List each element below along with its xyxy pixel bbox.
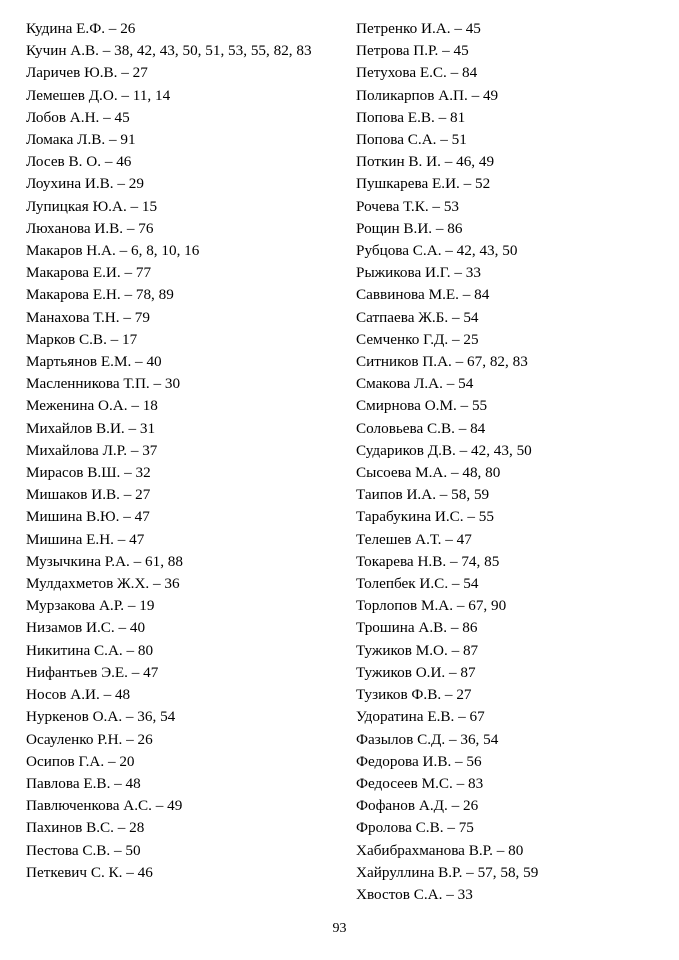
index-entry: Торлопов М.А. – 67, 90 <box>356 597 507 615</box>
page-number: 93 <box>332 921 347 936</box>
index-entry: Петрова П.Р. – 45 <box>356 42 469 60</box>
index-entry: Мишаков И.В. – 27 <box>26 486 151 504</box>
index-entry: Фролова С.В. – 75 <box>356 819 474 837</box>
index-entry: Рощин В.И. – 86 <box>356 219 463 237</box>
index-entry: Осауленко Р.Н. – 26 <box>26 730 153 748</box>
index-entry: Хвостов С.А. – 33 <box>356 885 473 903</box>
index-entry: Смирнова О.М. – 55 <box>356 397 488 415</box>
index-entry: Поликарпов А.П. – 49 <box>356 86 499 104</box>
index-entry: Михайлова Л.Р. – 37 <box>26 441 158 459</box>
index-entry: Попова С.А. – 51 <box>356 131 467 149</box>
index-entry: Тарабукина И.С. – 55 <box>356 508 494 526</box>
index-entry: Мирасов В.Ш. – 32 <box>26 464 151 482</box>
index-entry: Манахова Т.Н. – 79 <box>26 308 150 326</box>
index-entry: Телешев А.Т. – 47 <box>356 530 472 548</box>
index-entry: Тужиков М.О. – 87 <box>356 641 479 659</box>
index-entry: Попова Е.В. – 81 <box>356 108 466 126</box>
index-entry: Петухова Е.С. – 84 <box>356 64 478 82</box>
index-entry: Рочева Т.К. – 53 <box>356 197 460 215</box>
index-entry: Ситников П.А. – 67, 82, 83 <box>356 353 528 371</box>
index-entry: Семченко Г.Д. – 25 <box>356 330 479 348</box>
index-entry: Тужиков О.И. – 87 <box>356 663 476 681</box>
index-entry: Масленникова Т.П. – 30 <box>26 375 181 393</box>
index-entry: Смакова Л.А. – 54 <box>356 375 474 393</box>
index-entry: Люханова И.В. – 76 <box>26 219 154 237</box>
index-entry: Рыжикова И.Г. – 33 <box>356 264 481 282</box>
index-entry: Носов А.И. – 48 <box>26 686 131 704</box>
index-entry: Судариков Д.В. – 42, 43, 50 <box>356 441 532 459</box>
index-entry: Толепбек И.С. – 54 <box>356 575 479 593</box>
index-entry: Лобов А.Н. – 45 <box>26 108 130 126</box>
index-entry: Макаров Н.А. – 6, 8, 10, 16 <box>26 242 200 260</box>
index-entry: Марков С.В. – 17 <box>26 330 138 348</box>
index-entry: Макарова Е.И. – 77 <box>26 264 152 282</box>
index-entry: Нифантьев Э.Е. – 47 <box>26 663 159 681</box>
index-entry: Петкевич С. К. – 46 <box>26 863 153 881</box>
index-entry: Кучин А.В. – 38, 42, 43, 50, 51, 53, 55, 82, 83 <box>26 42 312 60</box>
index-column-left <box>26 18 326 884</box>
index-entry: Мулдахметов Ж.Х. – 36 <box>26 575 180 593</box>
index-entry: Соловьева С.В. – 84 <box>356 419 486 437</box>
index-entry: Пестова С.В. – 50 <box>26 841 141 859</box>
index-entry: Осипов Г.А. – 20 <box>26 752 135 770</box>
index-entry: Мурзакова А.Р. – 19 <box>26 597 155 615</box>
index-entry: Поткин В. И. – 46, 49 <box>356 153 495 171</box>
index-entry: Никитина С.А. – 80 <box>26 641 154 659</box>
index-entry: Тузиков Ф.В. – 27 <box>356 686 472 704</box>
index-entry: Пушкарева Е.И. – 52 <box>356 175 491 193</box>
index-entry: Лосев В. О. – 46 <box>26 153 132 171</box>
index-entry: Фазылов С.Д. – 36, 54 <box>356 730 499 748</box>
index-entry: Мишина В.Ю. – 47 <box>26 508 150 526</box>
index-entry: Хабибрахманова В.Р. – 80 <box>356 841 524 859</box>
index-entry: Лемешев Д.О. – 11, 14 <box>26 86 171 104</box>
index-entry: Меженина О.А. – 18 <box>26 397 158 415</box>
index-entry: Михайлов В.И. – 31 <box>26 419 156 437</box>
index-entry: Сысоева М.А. – 48, 80 <box>356 464 501 482</box>
index-entry: Низамов И.С. – 40 <box>26 619 146 637</box>
index-entry: Федорова И.В. – 56 <box>356 752 482 770</box>
index-entry: Нуркенов О.А. – 36, 54 <box>26 708 176 726</box>
index-entry: Павлова Е.В. – 48 <box>26 774 141 792</box>
index-entry: Пахинов В.С. – 28 <box>26 819 145 837</box>
index-entry: Саввинова М.Е. – 84 <box>356 286 490 304</box>
index-entry: Музычкина Р.А. – 61, 88 <box>26 552 183 570</box>
index-entry: Сатпаева Ж.Б. – 54 <box>356 308 479 326</box>
index-entry: Ломака Л.В. – 91 <box>26 131 136 149</box>
index-entry: Петренко И.А. – 45 <box>356 20 481 37</box>
index-entry: Мартьянов Е.М. – 40 <box>26 353 162 371</box>
index-entry: Мишина Е.Н. – 47 <box>26 530 145 548</box>
index-entry: Таипов И.А. – 58, 59 <box>356 486 490 504</box>
index-entry: Кудина Е.Ф. – 26 <box>26 20 136 37</box>
index-entry: Рубцова С.А. – 42, 43, 50 <box>356 242 518 260</box>
index-entry: Фофанов А.Д. – 26 <box>356 797 479 815</box>
index-entry: Хайруллина В.Р. – 57, 58, 59 <box>356 863 539 881</box>
index-entry: Токарева Н.В. – 74, 85 <box>356 552 500 570</box>
index-entry: Трошина А.В. – 86 <box>356 619 478 637</box>
index-entry: Лупицкая Ю.А. – 15 <box>26 197 158 215</box>
index-entry: Федосеев М.С. – 83 <box>356 774 484 792</box>
index-entry: Павлюченкова А.С. – 49 <box>26 797 183 815</box>
index-column-right <box>356 18 656 906</box>
index-entry: Ларичев Ю.В. – 27 <box>26 64 148 82</box>
index-entry: Лоухина И.В. – 29 <box>26 175 144 193</box>
index-entry: Удоратина Е.В. – 67 <box>356 708 485 726</box>
index-entry: Макарова Е.Н. – 78, 89 <box>26 286 174 304</box>
